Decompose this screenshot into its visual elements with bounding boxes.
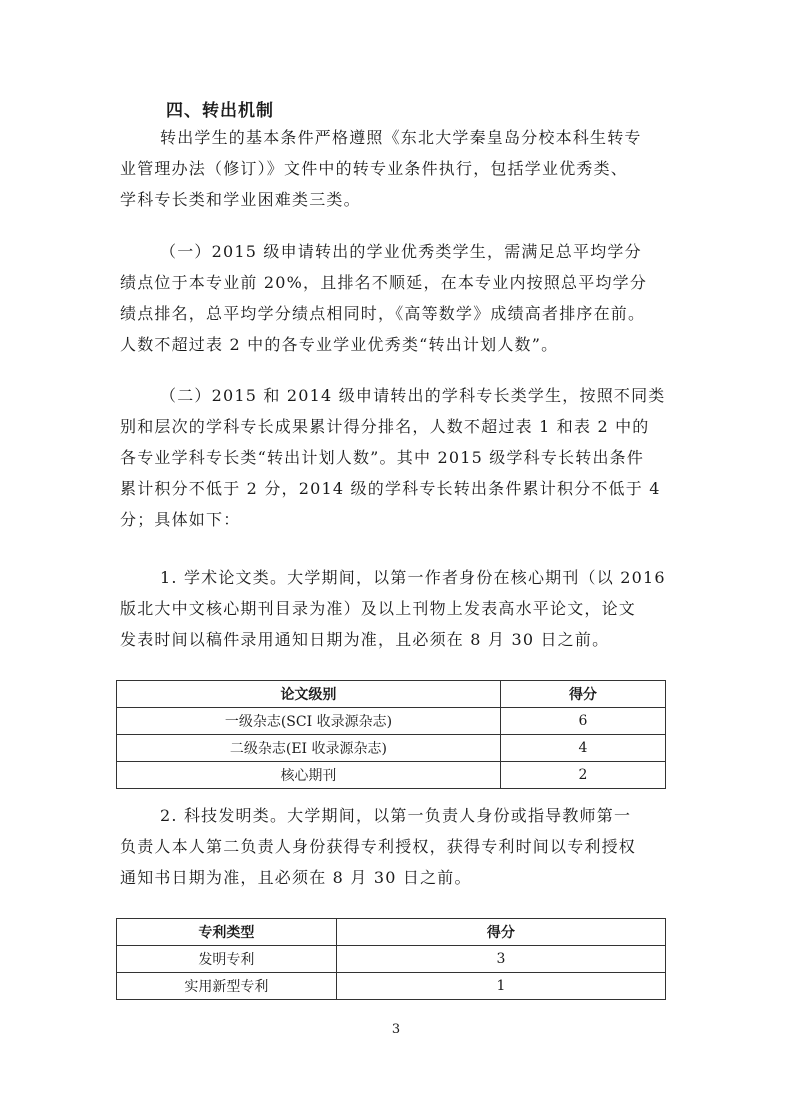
table-row (117, 735, 666, 762)
text-line: 学科专长类和学业困难类三类。 (120, 190, 361, 209)
table-cell: 一级杂志(SCI 收录源杂志) (117, 708, 501, 735)
text-line: 1. 学术论文类。大学期间，以第一作者身份在核心期刊（以 2016 (160, 568, 666, 587)
item2-paragraph (120, 380, 680, 535)
table-cell: 二级杂志(EI 收录源杂志) (117, 735, 501, 762)
page-number: 3 (391, 1022, 401, 1037)
section-heading: 四、转出机制 (166, 101, 274, 121)
patent-score-table (116, 918, 666, 1000)
text-line: 发表时间以稿件录用通知日期为准，且必须在 8 月 30 日之前。 (120, 630, 610, 649)
text-line: 别和层次的学科专长成果累计得分排名，人数不超过表 1 和表 2 中的 (120, 417, 650, 436)
table-header-cell: 得分 (500, 681, 665, 708)
table-row (117, 708, 666, 735)
paper-score-table (116, 680, 666, 789)
text-line: 转出学生的基本条件严格遵照《东北大学秦皇岛分校本科生转专 (160, 128, 642, 147)
table-cell: 实用新型专利 (117, 973, 337, 1000)
table-row (117, 762, 666, 789)
text-line: 负责人本人第二负责人身份获得专利授权，获得专利时间以专利授权 (120, 837, 637, 856)
text-line: 累计积分不低于 2 分，2014 级的学科专长转出条件累计积分不低于 4 (120, 479, 661, 498)
text-line: 通知书日期为准，且必须在 8 月 30 日之前。 (120, 868, 472, 887)
text-line: 各专业学科专长类“转出计划人数”。其中 2015 级学科专长转出条件 (120, 448, 645, 467)
table-cell: 3 (336, 946, 665, 973)
table-cell: 发明专利 (117, 946, 337, 973)
table-header-row (117, 919, 666, 946)
text-line: 绩点排名，总平均学分绩点相同时，《高等数学》成绩高者排序在前。 (120, 304, 646, 323)
text-line: （二）2015 和 2014 级申请转出的学科专长类学生，按照不同类 (160, 386, 666, 405)
text-line: 绩点位于本专业前 20%，且排名不顺延，在本专业内按照总平均学分 (120, 273, 648, 292)
text-line: （一）2015 级申请转出的学业优秀类学生，需满足总平均学分 (160, 242, 642, 261)
table-cell: 1 (336, 973, 665, 1000)
table-header-row (117, 681, 666, 708)
text-line: 2. 科技发明类。大学期间，以第一负责人身份或指导教师第一 (160, 806, 632, 825)
text-line: 业管理办法（修订）》文件中的转专业条件执行，包括学业优秀类、 (120, 159, 629, 178)
table-row (117, 973, 666, 1000)
text-line: 人数不超过表 2 中的各专业学业优秀类“转出计划人数”。 (120, 335, 559, 354)
intro-paragraph (120, 122, 680, 215)
table-cell: 2 (500, 762, 665, 789)
text-line: 版北大中文核心期刊目录为准）及以上刊物上发表高水平论文，论文 (120, 599, 637, 618)
patents-paragraph (120, 800, 680, 893)
text-line: 分；具体如下： (120, 510, 241, 529)
table-header-cell: 论文级别 (117, 681, 501, 708)
item1-paragraph (120, 236, 680, 360)
table-header-cell: 专利类型 (117, 919, 337, 946)
table-row (117, 946, 666, 973)
papers-paragraph (120, 562, 680, 655)
table-cell: 4 (500, 735, 665, 762)
table-cell: 6 (500, 708, 665, 735)
table-cell: 核心期刊 (117, 762, 501, 789)
table-header-cell: 得分 (336, 919, 665, 946)
